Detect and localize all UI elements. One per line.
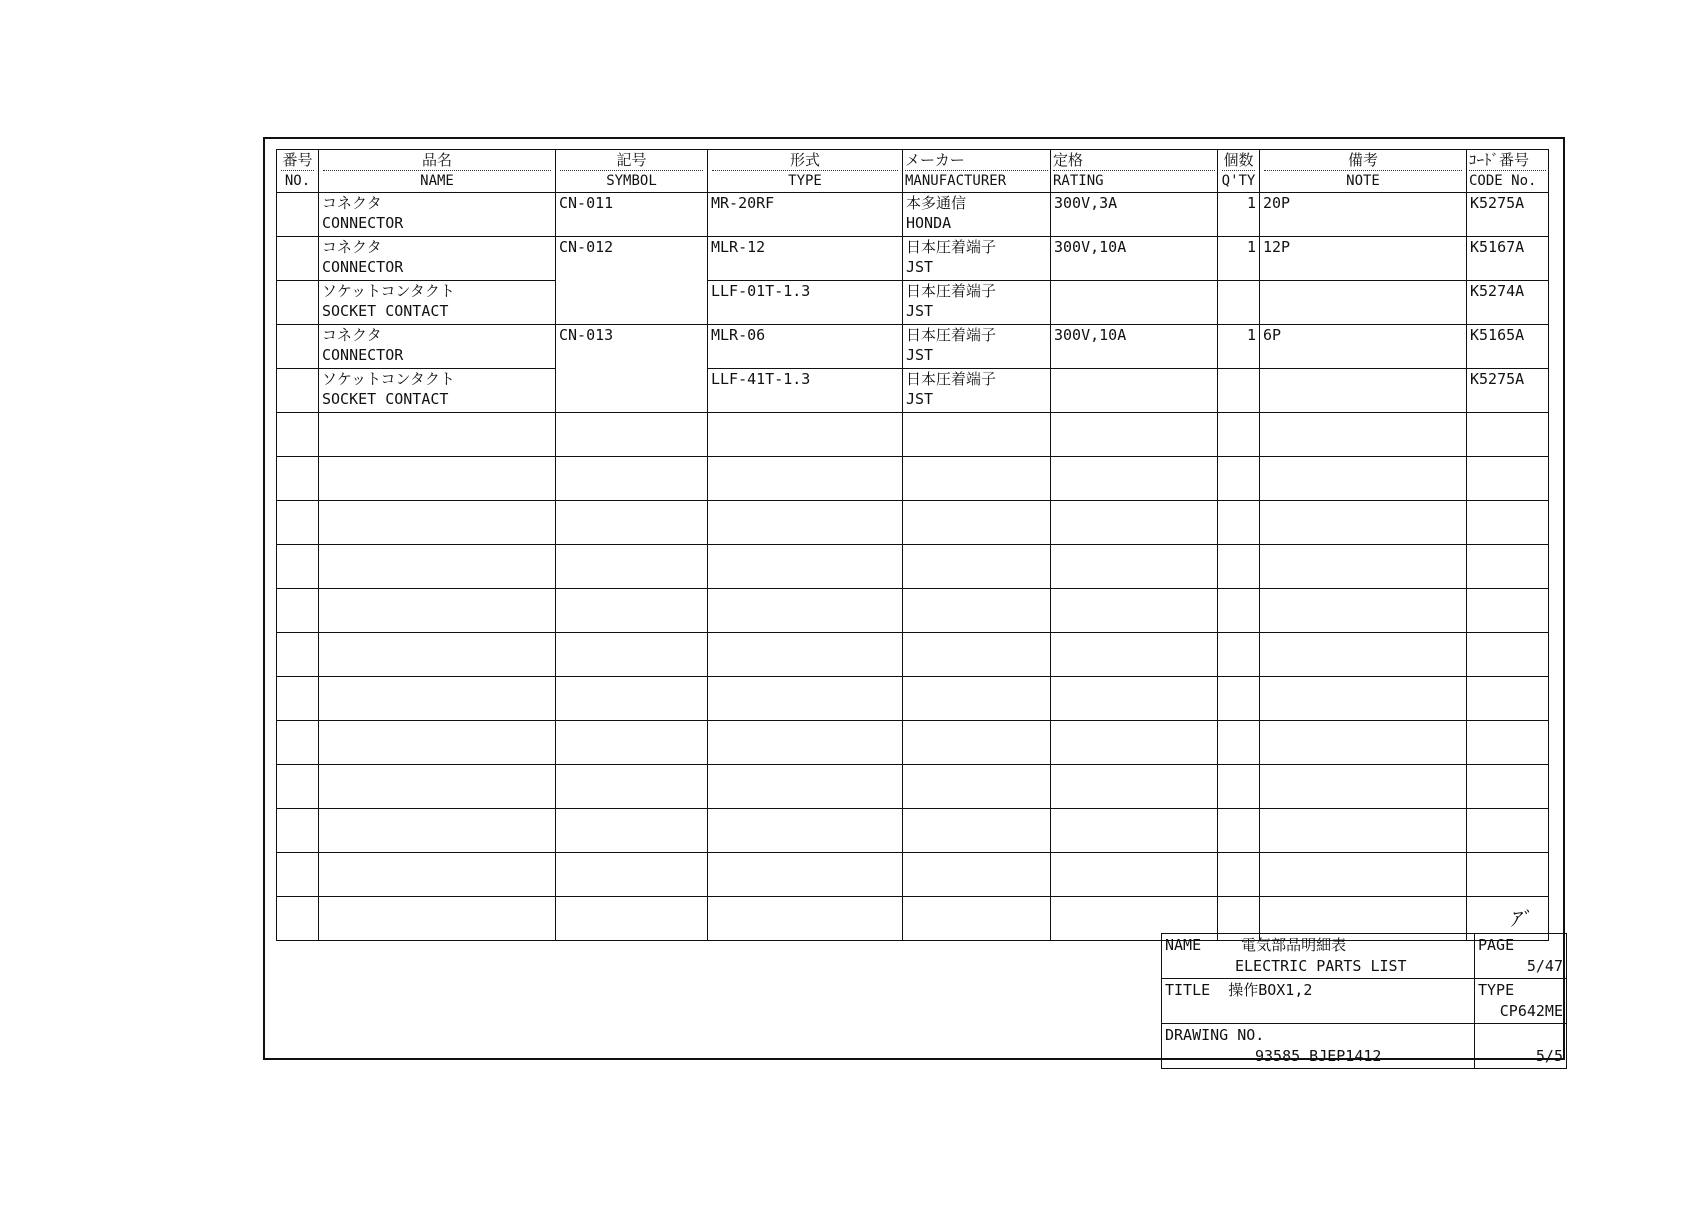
cell-qty (1218, 281, 1260, 325)
empty-cell (708, 589, 903, 633)
empty-cell (1218, 501, 1260, 545)
empty-row (277, 545, 1549, 589)
empty-cell (1467, 545, 1549, 589)
empty-row (277, 809, 1549, 853)
empty-cell (1051, 633, 1218, 677)
empty-cell (1260, 721, 1467, 765)
cell-note: 20P (1260, 193, 1467, 237)
empty-row (277, 457, 1549, 501)
title-value: 操作BOX1,2 (1228, 981, 1313, 999)
empty-cell (319, 853, 556, 897)
cell-no (277, 281, 319, 325)
page-value: 5/47 (1526, 957, 1563, 975)
empty-cell (277, 589, 319, 633)
header-manufacturer: メーカー MANUFACTURER (903, 150, 1051, 193)
empty-cell (277, 853, 319, 897)
empty-row (277, 589, 1549, 633)
empty-cell (1051, 853, 1218, 897)
empty-cell (1051, 545, 1218, 589)
empty-cell (1260, 853, 1467, 897)
drawing-value: 93585 BJEP1412 (1255, 1047, 1382, 1065)
type-value: CP642ME (1499, 1002, 1563, 1020)
table-row (277, 281, 1549, 325)
cell-qty: 1 (1218, 237, 1260, 281)
title-block (1161, 933, 1567, 1069)
empty-cell (1260, 501, 1467, 545)
cell-type: LLF-01T-1.3 (708, 281, 903, 325)
header-note: 備考 NOTE (1260, 150, 1467, 193)
empty-row (277, 853, 1549, 897)
empty-cell (1051, 501, 1218, 545)
cell-rating (1051, 281, 1218, 325)
empty-cell (903, 457, 1051, 501)
empty-cell (1051, 589, 1218, 633)
empty-cell (1218, 457, 1260, 501)
empty-cell (556, 721, 708, 765)
header-no: 番号 NO. (277, 150, 319, 193)
empty-cell (1218, 633, 1260, 677)
empty-cell (1260, 765, 1467, 809)
empty-cell (556, 897, 708, 941)
header-row (277, 150, 1549, 193)
cell-name: ソケットコンタクト SOCKET CONTACT (319, 281, 556, 325)
empty-cell (1051, 413, 1218, 457)
name-label: NAME (1165, 936, 1202, 954)
empty-cell (556, 413, 708, 457)
empty-cell (556, 809, 708, 853)
empty-cell (708, 721, 903, 765)
title-block-page-cell (1475, 934, 1567, 979)
header-rating: 定格 RATING (1051, 150, 1218, 193)
empty-cell (1051, 765, 1218, 809)
cell-no (277, 193, 319, 237)
cell-name: ソケットコンタクト SOCKET CONTACT (319, 369, 556, 413)
table-row (277, 193, 1549, 237)
empty-cell (903, 809, 1051, 853)
empty-cell (1467, 633, 1549, 677)
checker-mark: ｱﾞ (1510, 907, 1530, 931)
empty-row (277, 413, 1549, 457)
cell-note (1260, 369, 1467, 413)
empty-cell (1260, 633, 1467, 677)
cell-manufacturer: 日本圧着端子 JST (903, 325, 1051, 369)
cell-note: 12P (1260, 237, 1467, 281)
empty-cell (319, 589, 556, 633)
title-block-drawing-cell (1162, 1024, 1475, 1069)
empty-cell (1467, 501, 1549, 545)
empty-cell (1260, 809, 1467, 853)
empty-cell (277, 501, 319, 545)
empty-cell (1051, 721, 1218, 765)
cell-code: K5275A (1467, 369, 1549, 413)
empty-cell (1218, 413, 1260, 457)
empty-cell (277, 457, 319, 501)
empty-cell (556, 457, 708, 501)
title-block-type-cell (1475, 979, 1567, 1024)
empty-cell (277, 677, 319, 721)
cell-name: コネクタ CONNECTOR (319, 325, 556, 369)
empty-cell (1218, 589, 1260, 633)
cell-no (277, 369, 319, 413)
empty-cell (556, 765, 708, 809)
cell-code: K5165A (1467, 325, 1549, 369)
title-label: TITLE (1165, 981, 1211, 999)
header-name: 品名 NAME (319, 150, 556, 193)
header-symbol: 記号 SYMBOL (556, 150, 708, 193)
cell-code: K5274A (1467, 281, 1549, 325)
empty-cell (319, 677, 556, 721)
empty-cell (1260, 589, 1467, 633)
empty-row (277, 633, 1549, 677)
empty-cell (319, 457, 556, 501)
empty-cell (1218, 545, 1260, 589)
empty-cell (1260, 677, 1467, 721)
cell-symbol: CN-013 (556, 325, 708, 413)
empty-cell (903, 545, 1051, 589)
cell-manufacturer: 日本圧着端子 JST (903, 369, 1051, 413)
empty-cell (1467, 413, 1549, 457)
empty-cell (1467, 853, 1549, 897)
cell-name: コネクタ CONNECTOR (319, 193, 556, 237)
empty-cell (903, 721, 1051, 765)
empty-cell (1467, 457, 1549, 501)
empty-cell (708, 809, 903, 853)
empty-row (277, 677, 1549, 721)
empty-cell (903, 897, 1051, 941)
empty-cell (1260, 545, 1467, 589)
cell-type: LLF-41T-1.3 (708, 369, 903, 413)
empty-cell (319, 633, 556, 677)
empty-cell (1467, 721, 1549, 765)
empty-cell (708, 457, 903, 501)
cell-type: MLR-06 (708, 325, 903, 369)
empty-cell (556, 633, 708, 677)
empty-cell (319, 721, 556, 765)
cell-type: MLR-12 (708, 237, 903, 281)
empty-row (277, 721, 1549, 765)
empty-cell (1218, 677, 1260, 721)
table-row (277, 369, 1549, 413)
type-label: TYPE (1478, 981, 1515, 999)
name-en: ELECTRIC PARTS LIST (1235, 957, 1407, 975)
empty-cell (556, 501, 708, 545)
empty-cell (277, 721, 319, 765)
title-block-name-cell (1162, 934, 1475, 979)
empty-cell (708, 545, 903, 589)
cell-note (1260, 281, 1467, 325)
empty-cell (319, 413, 556, 457)
empty-cell (1051, 677, 1218, 721)
empty-cell (319, 545, 556, 589)
empty-cell (708, 633, 903, 677)
cell-manufacturer: 本多通信 HONDA (903, 193, 1051, 237)
page-label: PAGE (1478, 936, 1515, 954)
empty-cell (277, 897, 319, 941)
empty-cell (1260, 457, 1467, 501)
cell-note: 6P (1260, 325, 1467, 369)
cell-symbol: CN-011 (556, 193, 708, 237)
empty-cell (903, 501, 1051, 545)
cell-code: K5167A (1467, 237, 1549, 281)
parts-table (276, 149, 1549, 941)
cell-type: MR-20RF (708, 193, 903, 237)
empty-row (277, 765, 1549, 809)
empty-cell (903, 677, 1051, 721)
empty-cell (556, 853, 708, 897)
empty-cell (277, 413, 319, 457)
empty-cell (556, 545, 708, 589)
empty-cell (1218, 809, 1260, 853)
drawing-label: DRAWING NO. (1165, 1026, 1265, 1044)
empty-cell (319, 809, 556, 853)
cell-qty: 1 (1218, 325, 1260, 369)
empty-cell (1051, 809, 1218, 853)
empty-cell (1051, 457, 1218, 501)
header-code: ｺｰﾄﾞ番号 CODE No. (1467, 150, 1549, 193)
cell-code: K5275A (1467, 193, 1549, 237)
cell-rating: 300V,10A (1051, 237, 1218, 281)
empty-row (277, 501, 1549, 545)
empty-cell (556, 677, 708, 721)
header-type: 形式 TYPE (708, 150, 903, 193)
name-jp: 電気部品明細表 (1241, 936, 1347, 954)
empty-cell (903, 633, 1051, 677)
sheet-value: 5/5 (1535, 1047, 1563, 1065)
empty-cell (903, 853, 1051, 897)
empty-cell (1260, 413, 1467, 457)
title-block-title-cell (1162, 979, 1475, 1024)
cell-no (277, 325, 319, 369)
cell-no (277, 237, 319, 281)
empty-cell (903, 765, 1051, 809)
cell-qty (1218, 369, 1260, 413)
empty-cell (1218, 721, 1260, 765)
cell-rating (1051, 369, 1218, 413)
empty-cell (1467, 809, 1549, 853)
empty-cell (708, 413, 903, 457)
cell-rating: 300V,3A (1051, 193, 1218, 237)
empty-cell (277, 765, 319, 809)
empty-cell (708, 853, 903, 897)
empty-cell (903, 589, 1051, 633)
empty-cell (708, 897, 903, 941)
empty-cell (319, 501, 556, 545)
cell-name: コネクタ CONNECTOR (319, 237, 556, 281)
cell-symbol: CN-012 (556, 237, 708, 325)
empty-cell (1467, 677, 1549, 721)
table-row (277, 325, 1549, 369)
empty-cell (1218, 853, 1260, 897)
empty-cell (708, 765, 903, 809)
empty-cell (319, 897, 556, 941)
cell-manufacturer: 日本圧着端子 JST (903, 237, 1051, 281)
title-block-sheet-cell (1475, 1024, 1567, 1069)
empty-cell (708, 677, 903, 721)
empty-cell (1467, 589, 1549, 633)
cell-manufacturer: 日本圧着端子 JST (903, 281, 1051, 325)
empty-cell (1218, 765, 1260, 809)
empty-cell (556, 589, 708, 633)
empty-cell (903, 413, 1051, 457)
empty-cell (1467, 765, 1549, 809)
empty-cell (277, 545, 319, 589)
table-row (277, 237, 1549, 281)
header-qty: 個数 Q'TY (1218, 150, 1260, 193)
empty-cell (708, 501, 903, 545)
empty-cell (277, 809, 319, 853)
cell-qty: 1 (1218, 193, 1260, 237)
empty-cell (319, 765, 556, 809)
empty-cell (277, 633, 319, 677)
cell-rating: 300V,10A (1051, 325, 1218, 369)
